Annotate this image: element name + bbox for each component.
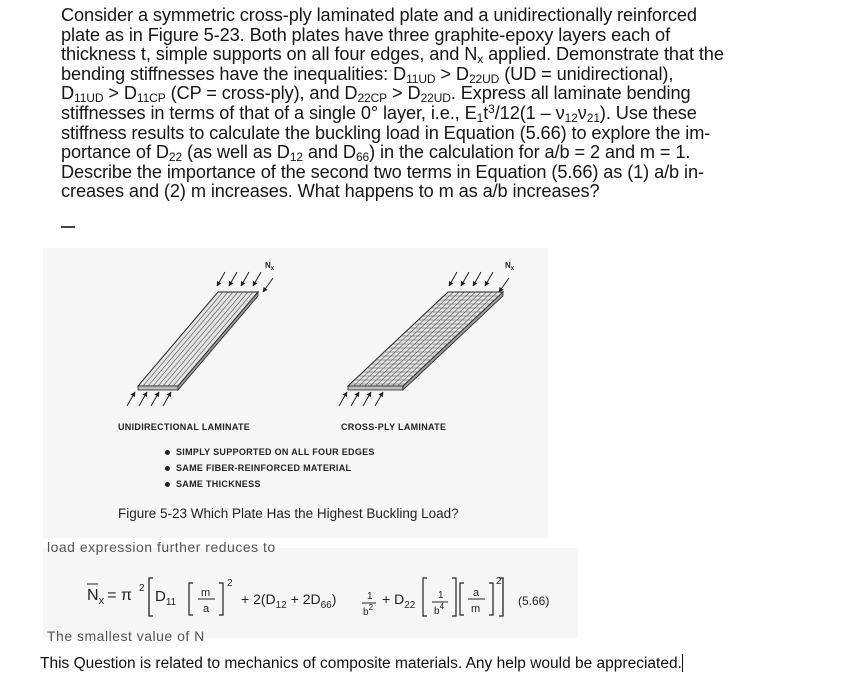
crossply-label: CROSS-PLY LAMINATE: [341, 422, 447, 432]
load-arrows-top-right: [449, 272, 509, 292]
list-item: SIMPLY SUPPORTED ON ALL FOUR EDGES: [165, 444, 375, 460]
problem-line: stiffness results to calculate the buckling load in Equation (5.66) to explore the im-: [61, 122, 711, 143]
term-d11: $D_{11}$: [155, 588, 177, 608]
laminate-illustration: [43, 248, 548, 423]
load-arrows-bottom-left: [127, 392, 171, 406]
figure-caption: Figure 5-23 Which Plate Has the Highest Buckling Load?: [118, 506, 459, 521]
crossply-plate: [339, 261, 515, 406]
fraction-a2: a: [473, 587, 480, 599]
term-d12-d66: + $2(D_{12} + 2D_{66})$: [241, 591, 337, 611]
figure-bullet-list: [165, 444, 375, 492]
exponent-2: 2: [227, 578, 233, 589]
fraction-one: 1: [367, 591, 373, 602]
unidirectional-plate: [127, 261, 275, 406]
figure-5-23: [43, 248, 548, 538]
bullet-icon: [165, 450, 170, 455]
fraction-m: m: [201, 587, 211, 599]
load-label-right: $N_x$: [505, 261, 515, 272]
cropped-text-top: load expression further reduces to: [47, 539, 276, 555]
exponent-2b: 2: [496, 576, 502, 587]
pi-exponent: 2: [139, 583, 145, 594]
problem-line: bending stiffnesses have the inequalities: $D_{11UD} > D_{22UD}$ (UD = unidirectional),: [61, 63, 674, 86]
fraction-a: a: [203, 603, 210, 615]
equation-number: (5.66): [518, 594, 550, 608]
load-label-left: $N_x$: [265, 261, 275, 272]
problem-statement: [61, 6, 801, 202]
equation-5-66-panel: [43, 539, 578, 644]
problem-line: portance of $D_{22}$ (as well as $D_{12}$ and $D_{66}$) in the calculation for a/b = 2 and m = 1.: [61, 142, 691, 165]
question-note-text: This Question is related to mechanics of composite materials. Any help would be appreciated.: [40, 655, 682, 672]
load-arrows-bottom-right: [339, 392, 383, 406]
buckling-load-equation: [43, 548, 578, 638]
bullet-icon: [165, 466, 170, 471]
text-cursor: [682, 654, 683, 672]
fraction-b2: $b^2$: [363, 603, 374, 618]
question-note[interactable]: [40, 654, 683, 673]
fraction-b4: $b^4$: [434, 602, 445, 617]
problem-line: creases and (2) m increases. What happens to m as a/b increases?: [61, 181, 600, 202]
problem-line: $D_{11UD} > D_{11CP}$ (CP = cross-ply), and $D_{22CP} > D_{22UD}$. Express all laminate bending: [61, 83, 691, 106]
problem-line: thickness t, simple supports on all four edges, and $N_x$ applied. Demonstrate that the: [61, 44, 724, 67]
unidirectional-label: UNIDIRECTIONAL LAMINATE: [118, 422, 251, 432]
fraction-m2: m: [471, 603, 481, 615]
problem-line: Describe the importance of the second two terms in Equation (5.66) as (1) a/b in-: [61, 161, 704, 182]
cropped-text-bottom: The smallest value of N: [47, 628, 205, 644]
term-d22: + $D_{22}$: [382, 591, 416, 611]
equation-lhs: $N_x = \pi$: [87, 587, 132, 607]
bullet-icon: [165, 482, 170, 487]
list-item: SAME THICKNESS: [165, 476, 375, 492]
load-arrows-top-left: [217, 272, 273, 292]
problem-line: stiffnesses in terms of that of a single 0° layer, i.e., $E_1t^3/12(1 - \nu_{12}\nu_{21})$. Use these: [61, 101, 697, 125]
fraction-one-b4: 1: [438, 590, 444, 601]
stray-underline-mark: [61, 226, 75, 228]
problem-line: plate as in Figure 5-23. Both plates have three graphite-epoxy layers each of: [61, 24, 671, 45]
list-item: SAME FIBER-REINFORCED MATERIAL: [165, 460, 375, 476]
problem-line: Consider a symmetric cross-ply laminated plate and a unidirectionally reinforced: [61, 5, 697, 25]
